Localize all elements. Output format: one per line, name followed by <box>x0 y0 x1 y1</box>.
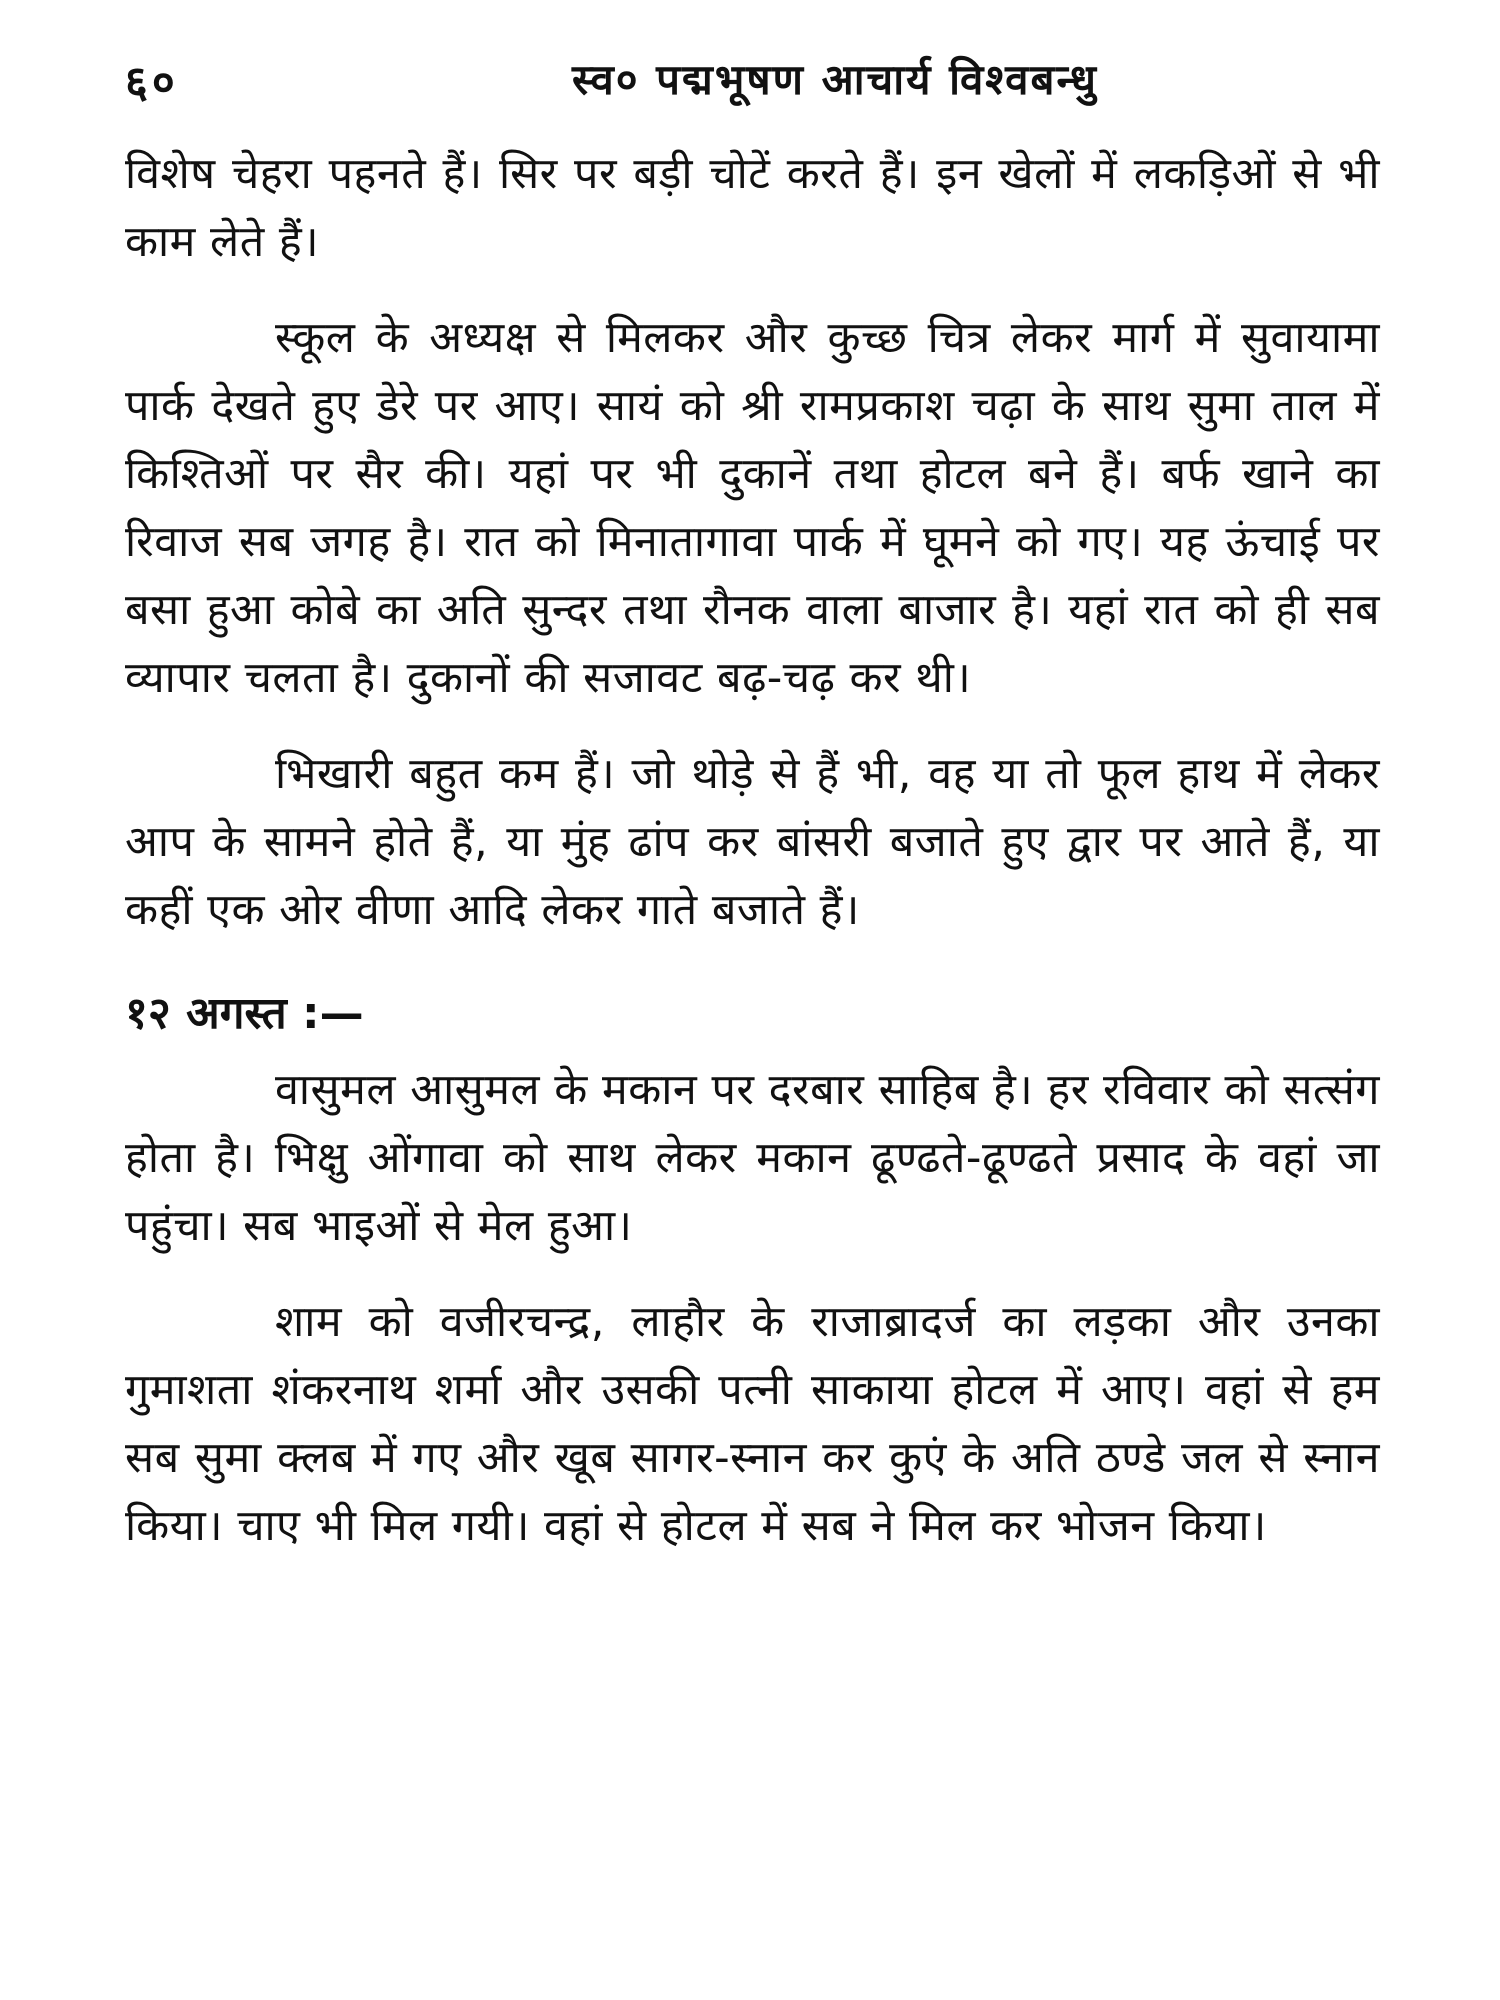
paragraph-school-visit: स्कूल के अध्यक्ष से मिलकर और कुच्छ चित्र लेकर मार्ग में सुवायामा पार्क देखते हुए डेरे पर आए। सायं को श्री रामप्रकाश चढ़ा के साथ सुमा ताल में किश्तिओं पर सैर की। यहां पर भी दुकानें तथा होटल बने हैं। बर्फ खाने का रिवाज सब जगह है। रात को मिनातागावा पार्क में घूमने को गए। यह ऊंचाई पर बसा हुआ कोबे का अति सुन्दर तथा रौनक वाला बाजार है। यहां रात को ही सब व्यापार चलता है। दुकानों की सजावट बढ़-चढ़ कर थी। <box>125 313 1380 703</box>
body-text <box>125 140 1380 1560</box>
book-title: स्व० पद्मभूषण आचार्य विश्वबन्धु <box>572 55 1098 104</box>
paragraph-darbar-sahib: वासुमल आसुमल के मकान पर दरबार साहिब है। हर रविवार को सत्संग होता है। भिक्षु ओंगावा को साथ लेकर मकान ढूण्ढते-ढूण्ढते प्रसाद के वहां जा पहुंचा। सब भाइओं से मेल हुआ। <box>125 1065 1380 1251</box>
page-number: ६० <box>125 57 179 108</box>
paragraph-beggars: भिखारी बहुत कम हैं। जो थोड़े से हैं भी, वह या तो फूल हाथ में लेकर आप के सामने होते हैं, या मुंह ढांप कर बांसरी बजाते हुए द्वार पर आते हैं, या कहीं एक ओर वीणा आदि लेकर गाते बजाते हैं। <box>125 749 1380 935</box>
running-head <box>125 50 1380 130</box>
paragraph-continuation: विशेष चेहरा पहनते हैं। सिर पर बड़ी चोटें करते हैं। इन खेलों में लकड़िओं से भी काम लेते हैं। <box>125 149 1380 267</box>
date-heading: १२ अगस्त :— <box>125 988 364 1039</box>
paragraph-evening: शाम को वजीरचन्द्र, लाहौर के राजाब्रादर्ज का लड़का और उनका गुमाशता शंकरनाथ शर्मा और उसकी पत्नी साकाया होटल में आए। वहां से हम सब सुमा क्लब में गए और खूब सागर-स्नान कर कुएं के अति ठण्डे जल से स्नान किया। चाए भी मिल गयी। वहां से होटल में सब ने मिल कर भोजन किया। <box>125 1297 1380 1551</box>
